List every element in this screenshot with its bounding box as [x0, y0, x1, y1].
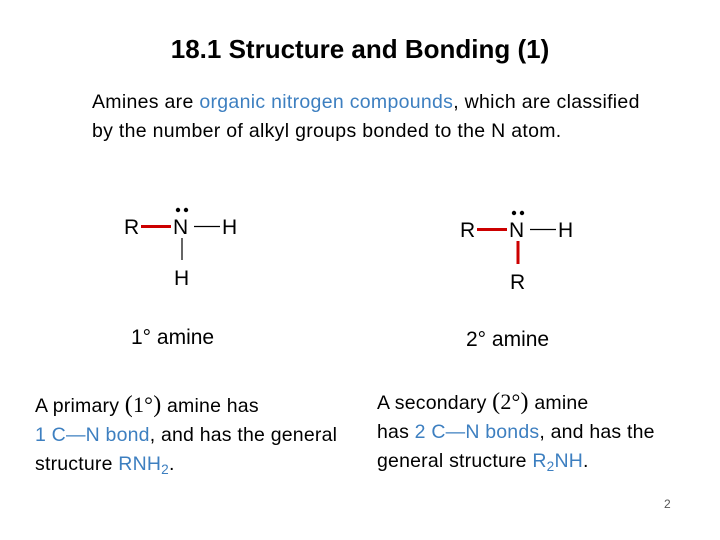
- primary-desc-middle: , and has the general structure: [35, 424, 338, 475]
- primary-lone-pair-dot-2: [184, 208, 188, 212]
- primary-formula: [118, 453, 169, 475]
- primary-lone-pair-dot-1: [176, 208, 180, 212]
- secondary-desc-highlight: 2 C—N bonds: [414, 421, 540, 443]
- secondary-formula: [532, 450, 583, 472]
- secondary-degree-symbol: 2°: [500, 389, 521, 414]
- primary-r-atom: R: [124, 216, 140, 239]
- secondary-lone-pair-dot-1: [512, 211, 516, 215]
- secondary-symbol-close-paren: ): [520, 389, 529, 415]
- secondary-r-atom: R: [460, 219, 476, 242]
- primary-symbol-close-paren: ): [153, 392, 162, 418]
- primary-h-right: H: [222, 216, 238, 239]
- primary-desc-end: .: [168, 453, 175, 475]
- primary-desc-intro: A primary: [35, 395, 125, 417]
- primary-amine-caption: 1° amine: [131, 326, 215, 349]
- secondary-desc-end: .: [583, 450, 589, 472]
- secondary-desc-after-symbol: amine: [528, 392, 589, 414]
- secondary-amine-structure: [446, 203, 596, 303]
- primary-desc-after-symbol: amine has: [161, 395, 259, 417]
- page-number: 2: [664, 497, 671, 511]
- primary-n-atom: N: [173, 216, 189, 239]
- primary-amine-description: [35, 390, 345, 479]
- primary-symbol-open-paren: (: [124, 392, 133, 418]
- secondary-desc-line2-start: has: [377, 421, 415, 443]
- intro-text-start: Amines are: [92, 91, 200, 113]
- primary-desc-highlight: 1 C—N bond: [35, 424, 150, 446]
- intro-paragraph: [92, 88, 662, 146]
- primary-amine-structure: [110, 200, 260, 300]
- secondary-formula-end: NH: [554, 450, 584, 472]
- primary-degree-symbol: 1°: [132, 392, 154, 417]
- secondary-desc-middle: , and has the general structure: [377, 421, 655, 472]
- intro-highlight: organic nitrogen compounds: [199, 91, 454, 113]
- secondary-amine-description: [377, 387, 707, 476]
- secondary-formula-subscript: 2: [546, 459, 555, 474]
- secondary-formula-r: R: [532, 450, 547, 472]
- secondary-r-bottom: R: [510, 271, 526, 294]
- intro-text-end: , which are classified by the number of alkyl groups bonded to the N atom.: [92, 91, 640, 142]
- secondary-desc-intro: A secondary: [377, 392, 493, 414]
- secondary-n-atom: N: [509, 219, 525, 242]
- secondary-h-right: H: [558, 219, 574, 242]
- primary-formula-main: RNH: [118, 453, 162, 475]
- secondary-amine-caption: 2° amine: [466, 328, 550, 351]
- secondary-lone-pair-dot-2: [520, 211, 524, 215]
- primary-h-bottom: H: [174, 267, 190, 290]
- primary-formula-subscript: 2: [161, 462, 169, 477]
- secondary-symbol-open-paren: (: [492, 389, 501, 415]
- slide-title: 18.1 Structure and Bonding (1): [170, 34, 550, 64]
